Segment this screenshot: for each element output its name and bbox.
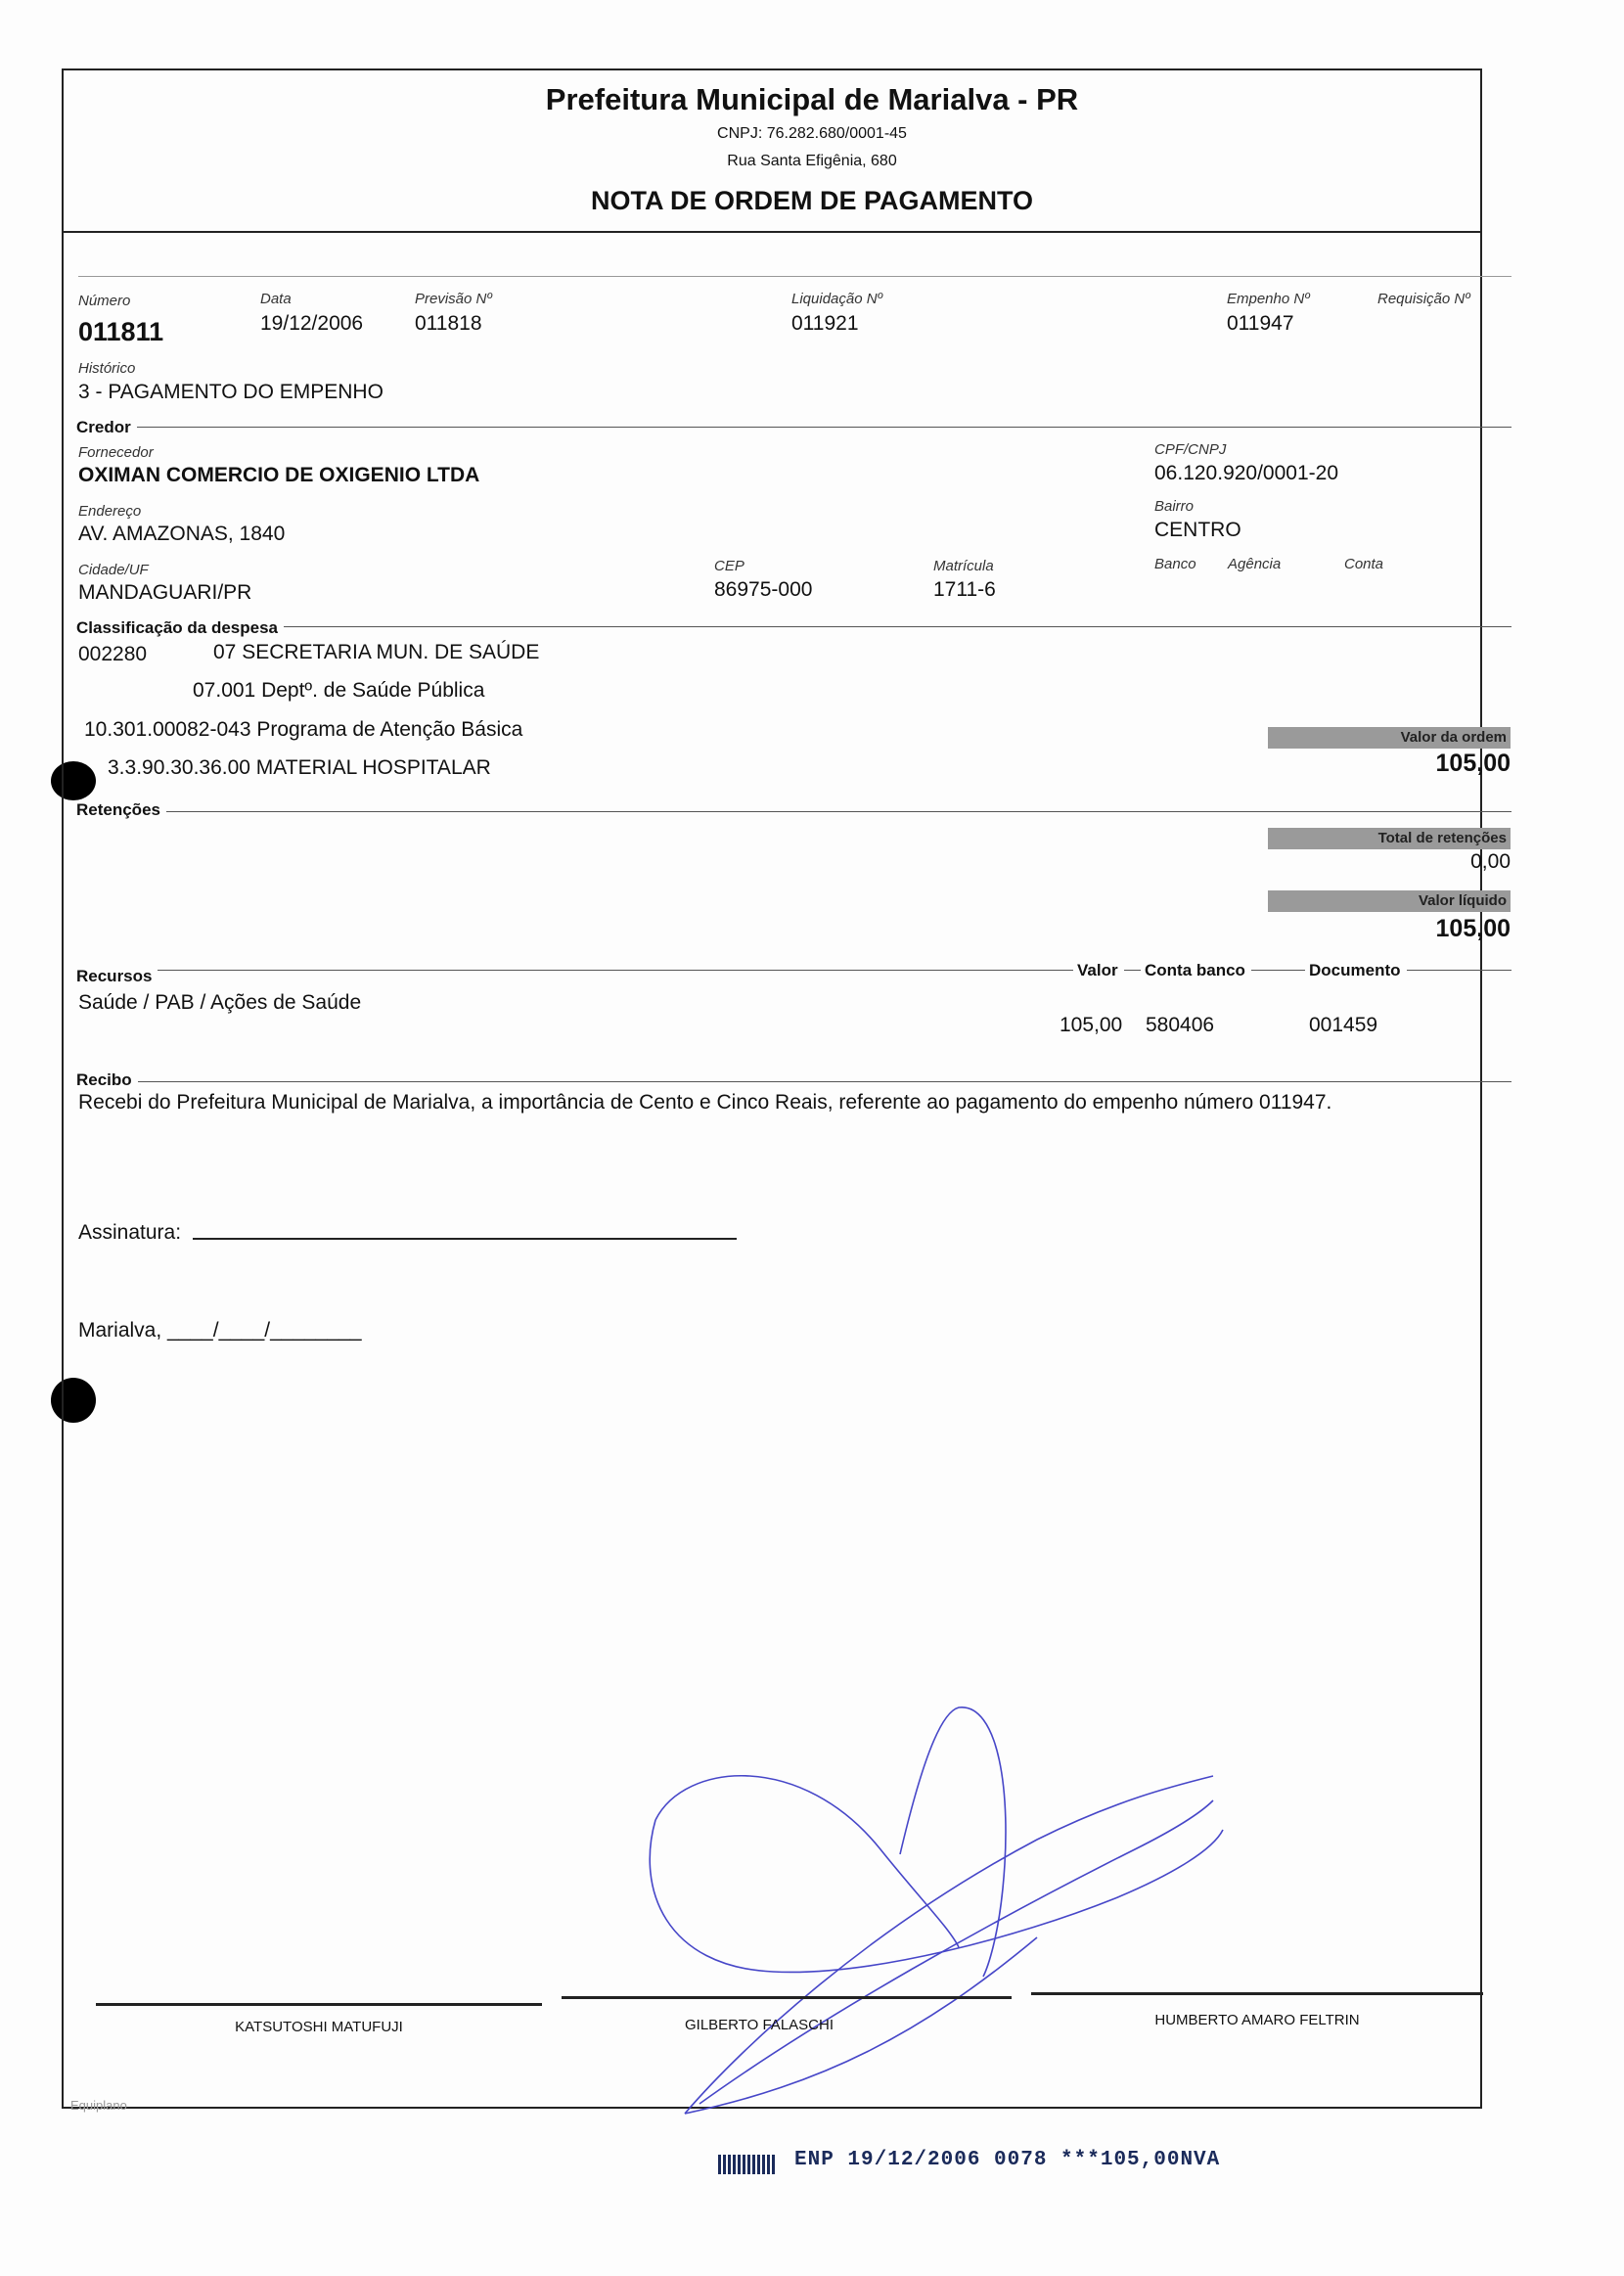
- header-divider: [62, 231, 1482, 233]
- recursos-valor-header: Valor: [1073, 961, 1124, 980]
- recursos-conta-header: Conta banco: [1141, 961, 1251, 980]
- conta-label: Conta: [1344, 556, 1384, 572]
- recursos-valor: 105,00: [1060, 1014, 1123, 1036]
- bairro-label: Bairro: [1154, 498, 1195, 515]
- assinatura-line: [193, 1238, 737, 1240]
- recibo-rule: [78, 1081, 1511, 1082]
- numero-label: Número: [78, 293, 131, 309]
- recursos-rule: [78, 970, 1511, 971]
- retencoes-rule: [78, 811, 1511, 812]
- historico-value: 3 - PAGAMENTO DO EMPENHO: [78, 381, 383, 403]
- classificacao-line2: 07.001 Deptº. de Saúde Pública: [193, 679, 485, 702]
- classificacao-line3: 10.301.00082-043 Programa de Atenção Básica: [84, 718, 523, 741]
- signature-name-3: HUMBERTO AMARO FELTRIN: [1154, 2012, 1360, 2028]
- empenho-value: 011947: [1227, 312, 1294, 335]
- recursos-documento: 001459: [1309, 1014, 1378, 1036]
- credor-rule: [78, 427, 1511, 428]
- handwritten-signature: [626, 1693, 1233, 2123]
- historico-label: Histórico: [78, 360, 136, 377]
- fornecedor-value: OXIMAN COMERCIO DE OXIGENIO LTDA: [78, 464, 480, 486]
- valor-ordem-value: 105,00: [1435, 750, 1511, 777]
- numero-value: 011811: [78, 317, 164, 346]
- signature-name-1: KATSUTOSHI MATUFUJI: [235, 2019, 403, 2035]
- classificacao-line1: 07 SECRETARIA MUN. DE SAÚDE: [213, 641, 540, 663]
- signature-line-2: [562, 1996, 1012, 1999]
- banco-label: Banco: [1154, 556, 1196, 572]
- assinatura-label: Assinatura:: [78, 1221, 182, 1244]
- fornecedor-label: Fornecedor: [78, 444, 154, 461]
- recursos-section-title: Recursos: [76, 967, 158, 986]
- header-address: Rua Santa Efigênia, 680: [727, 153, 897, 169]
- matricula-label: Matrícula: [933, 558, 994, 574]
- liquidacao-label: Liquidação Nº: [791, 291, 883, 307]
- cidade-label: Cidade/UF: [78, 562, 149, 578]
- signature-name-2: GILBERTO FALASCHI: [685, 2017, 834, 2033]
- header-cnpj: CNPJ: 76.282.680/0001-45: [717, 125, 907, 142]
- matricula-value: 1711-6: [933, 578, 996, 601]
- total-retencoes-label: Total de retenções: [1268, 828, 1511, 849]
- bairro-value: CENTRO: [1154, 519, 1241, 541]
- endereco-label: Endereço: [78, 503, 142, 520]
- local-data-line: Marialva, ____/____/________: [78, 1319, 362, 1342]
- empenho-label: Empenho Nº: [1227, 291, 1310, 307]
- cpf-value: 06.120.920/0001-20: [1154, 462, 1339, 484]
- cpf-label: CPF/CNPJ: [1154, 441, 1227, 458]
- data-label: Data: [260, 291, 292, 307]
- credor-section-title: Credor: [76, 418, 137, 437]
- classificacao-rule: [78, 626, 1511, 627]
- cep-label: CEP: [714, 558, 744, 574]
- requisicao-label: Requisição Nº: [1377, 291, 1470, 307]
- agencia-label: Agência: [1228, 556, 1282, 572]
- recibo-text: Recebi do Prefeitura Municipal de Marialva, a importância de Cento e Cinco Reais, referente ao pagamento do empenho número 011947.: [78, 1091, 1332, 1114]
- recibo-section-title: Recibo: [76, 1070, 138, 1090]
- valor-liquido-value: 105,00: [1435, 915, 1511, 942]
- classificacao-code: 002280: [78, 643, 148, 665]
- bank-auth-stamp: ENP 19/12/2006 0078 ***105,00NVA: [794, 2149, 1221, 2171]
- recursos-conta: 580406: [1146, 1014, 1215, 1036]
- cep-value: 86975-000: [714, 578, 813, 601]
- total-retencoes-value: 0,00: [1470, 850, 1511, 873]
- stamp-barcode: [718, 2155, 777, 2174]
- classificacao-line4: 3.3.90.30.36.00 MATERIAL HOSPITALAR: [108, 756, 491, 779]
- software-watermark: Equiplano: [70, 2098, 127, 2113]
- document-title: NOTA DE ORDEM DE PAGAMENTO: [590, 186, 1033, 215]
- retencoes-section-title: Retenções: [76, 800, 166, 820]
- valor-ordem-label: Valor da ordem: [1268, 727, 1511, 749]
- valor-liquido-label: Valor líquido: [1268, 890, 1511, 912]
- cidade-value: MANDAGUARI/PR: [78, 581, 252, 604]
- data-value: 19/12/2006: [260, 312, 364, 335]
- liquidacao-value: 011921: [791, 312, 859, 335]
- recursos-documento-header: Documento: [1305, 961, 1407, 980]
- signature-line-3: [1031, 1992, 1483, 1995]
- page-title: Prefeitura Municipal de Marialva - PR: [545, 82, 1079, 116]
- ids-top-rule: [78, 276, 1511, 277]
- signature-line-1: [96, 2003, 542, 2006]
- previsao-label: Previsão Nº: [415, 291, 492, 307]
- endereco-value: AV. AMAZONAS, 1840: [78, 523, 286, 545]
- recursos-descricao: Saúde / PAB / Ações de Saúde: [78, 991, 362, 1014]
- previsao-value: 011818: [415, 312, 482, 335]
- classificacao-section-title: Classificação da despesa: [76, 618, 284, 638]
